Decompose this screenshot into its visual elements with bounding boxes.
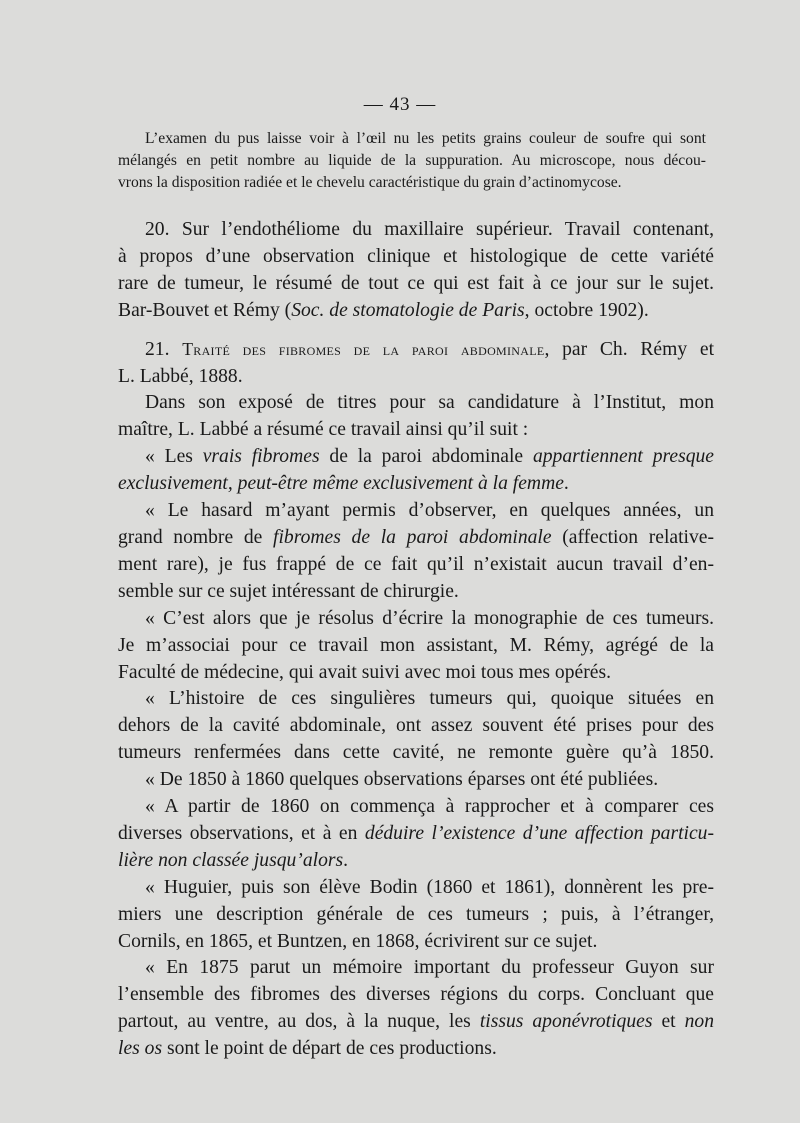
text-span: grand nombre de xyxy=(118,526,274,548)
text-span: . xyxy=(343,849,349,871)
italic-span: exclusivement, peut-être même exclusivement à la femme xyxy=(118,473,564,495)
italic-span: non xyxy=(684,1011,715,1033)
text-span: diverses observations, et à en xyxy=(118,822,365,844)
text-span: sont le point de départ de ces productions. xyxy=(162,1038,497,1060)
quote-line: semble sur ce sujet intéressant de chirurgie. xyxy=(118,580,459,602)
quote-line: Faculté de médecine, qui avait suivi avec moi tous mes opérés. xyxy=(118,661,611,683)
text-line: maître, L. Labbé a résumé ce travail ainsi qu’il suit : xyxy=(118,419,529,441)
entry-number: 21. xyxy=(145,338,170,360)
text-line: rare de tumeur, le résumé de tout ce qui est fait à ce jour sur le sujet. xyxy=(118,272,714,294)
text-span: et xyxy=(652,1011,685,1033)
page-number: — 43 — xyxy=(363,94,437,115)
quote-line xyxy=(118,1009,714,1036)
citation-journal: Soc. de stomatologie de Paris xyxy=(291,299,525,321)
italic-span: appartiennent presque xyxy=(532,446,715,468)
italic-span: déduire l’existence d’une affection particu- xyxy=(364,822,715,844)
italic-span: lière non classée jusqu’alors xyxy=(118,849,344,871)
citation-line xyxy=(118,298,714,325)
text-span: (affection relative- xyxy=(551,526,715,548)
quote-line: « Le hasard m’ayant permis d’observer, en quelques années, un xyxy=(145,500,714,522)
quote-line: Je m’associai pour ce travail mon assistant, M. Rémy, agrégé de la xyxy=(118,634,714,656)
text-line: 20. Sur l’endothéliome du maxillaire supérieur. Travail contenant, xyxy=(145,219,714,240)
text-span: de la paroi abdominale xyxy=(319,446,533,468)
quote-line: « L’histoire de ces singulières tumeurs qui, quoique situées en xyxy=(145,688,714,710)
quote-line: « De 1850 à 1860 quelques observations éparses ont été publiées. xyxy=(145,769,659,791)
citation-date: , octobre 1902). xyxy=(524,299,649,321)
quote-line: « C’est alors que je résolus d’écrire la monographie de ces tumeurs. xyxy=(145,607,714,629)
quote-line: « Huguier, puis son élève Bodin (1860 et 1861), donnèrent les pre- xyxy=(145,876,714,898)
quote-line xyxy=(118,821,714,848)
italic-span: vrais fibromes xyxy=(202,446,320,468)
text-line: mélangés en petit nombre au liquide de la suppuration. Au microscope, nous décou- xyxy=(118,152,706,169)
entry-authors: , par Ch. Rémy et xyxy=(544,338,715,360)
text-span: « Les xyxy=(145,446,203,468)
quote-line: dehors de la cavité abdominale, ont assez souvent été prises pour des xyxy=(118,715,714,737)
text-line: à propos d’une observation clinique et histologique de cette variété xyxy=(118,245,714,267)
quote-line xyxy=(118,444,714,471)
quote-line xyxy=(118,471,714,498)
text-span: partout, au ventre, au dos, à la nuque, les xyxy=(118,1011,480,1033)
entry-21-heading xyxy=(118,336,714,364)
quote-line xyxy=(118,525,714,552)
quote-line: ment rare), je fus frappé de ce fait qu’il n’existait aucun travail d’en- xyxy=(118,553,714,575)
quote-line xyxy=(118,848,714,875)
quote-line: « A partir de 1860 on commença à rapprocher et à comparer ces xyxy=(145,796,714,818)
text-span: . xyxy=(563,473,569,495)
quote-line xyxy=(118,1036,714,1063)
text-line: L. Labbé, 1888. xyxy=(118,365,243,387)
main-text xyxy=(118,217,714,1063)
entry-20 xyxy=(118,217,714,325)
italic-span: les os xyxy=(118,1038,163,1060)
entry-title: Traité des fibromes de la paroi abdominale xyxy=(182,338,545,359)
text-line: vrons la disposition radiée et le chevelu caractéristique du grain d’actinomycose. xyxy=(118,174,622,191)
text-line: L’examen du pus laisse voir à l’œil nu les petits grains couleur de soufre qui sont xyxy=(145,130,706,147)
text-line: Dans son exposé de titres pour sa candidature à l’Institut, mon xyxy=(145,392,714,414)
quote-line: miers une description générale de ces tumeurs ; puis, à l’étranger, xyxy=(118,903,714,925)
quote-line: « En 1875 parut un mémoire important du professeur Guyon sur xyxy=(145,957,714,979)
italic-span: fibromes de la paroi abdominale xyxy=(273,526,552,548)
citation-authors: Bar-Bouvet et Rémy ( xyxy=(118,299,292,321)
quote-line: Cornils, en 1865, et Buntzen, en 1868, écrivirent sur ce sujet. xyxy=(118,930,598,952)
quote-line: tumeurs renfermées dans cette cavité, ne remonte guère qu’à 1850. xyxy=(118,742,714,764)
italic-span: tissus aponévrotiques xyxy=(479,1011,653,1033)
quote-line: l’ensemble des fibromes des diverses régions du corps. Concluant que xyxy=(118,984,714,1006)
entry-21 xyxy=(118,336,714,1063)
intro-paragraph xyxy=(118,128,706,194)
